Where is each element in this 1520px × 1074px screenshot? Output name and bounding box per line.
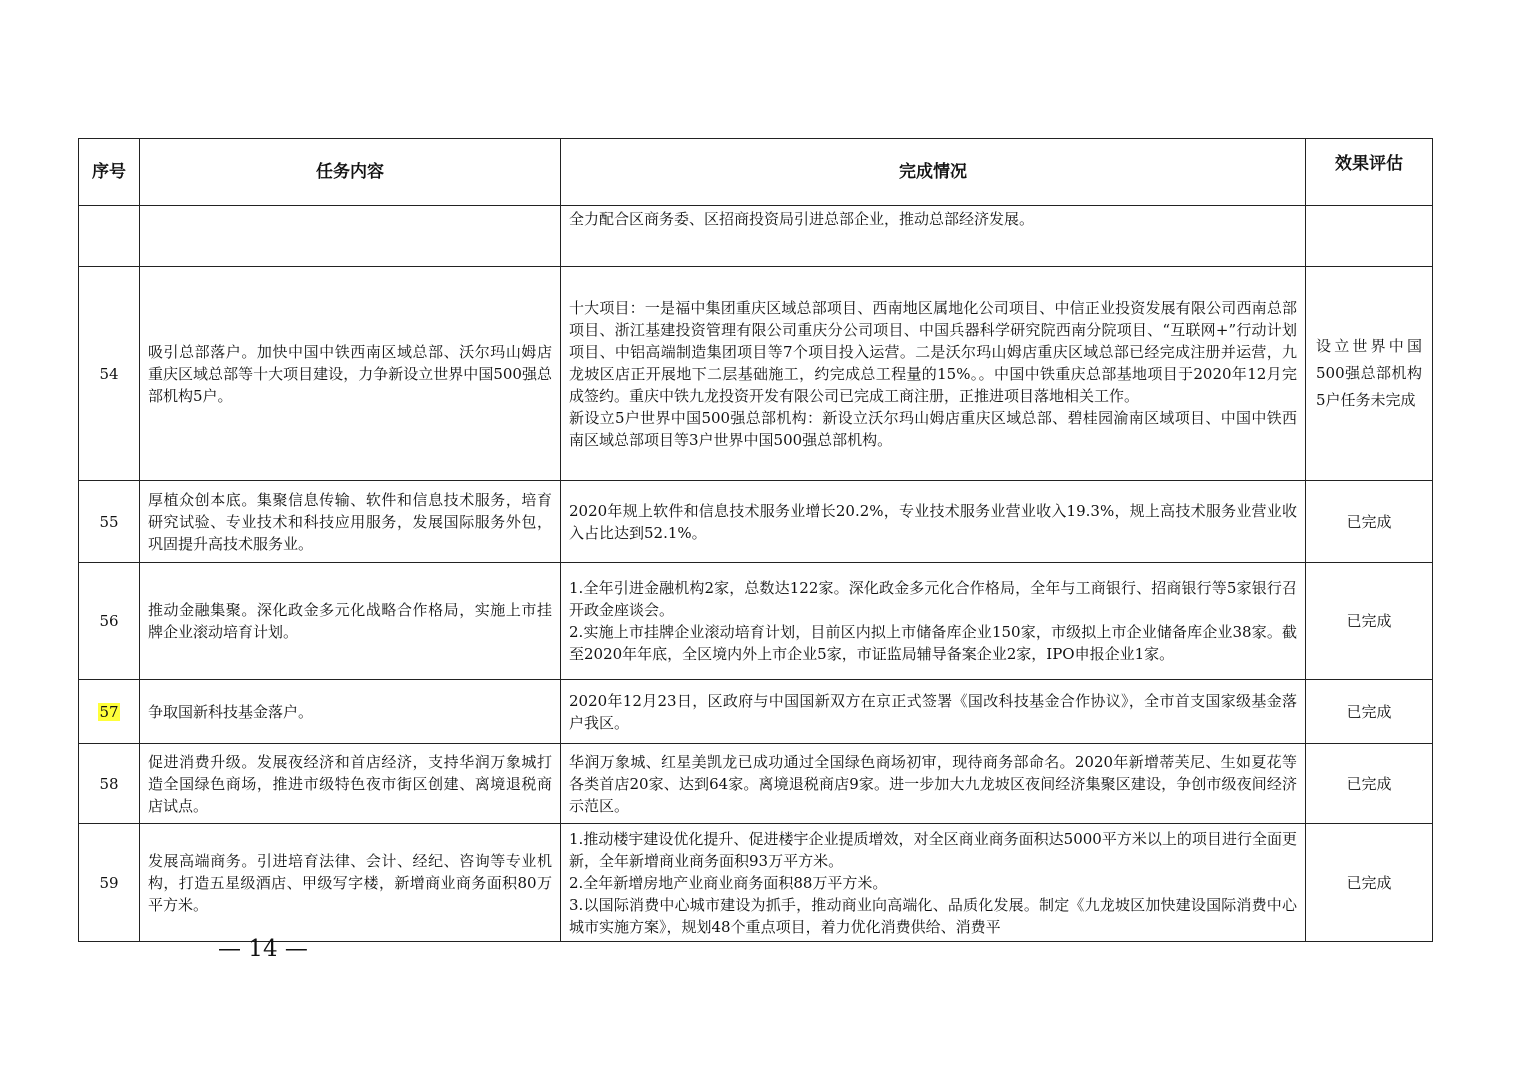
status-line: 3.以国际消费中心城市建设为抓手，推动商业向高端化、品质化发展。制定《九龙坡区加快建设国际消费中心城市实施方案》，规划48个重点项目，着力优化消费供给、消费平 [569,895,1297,936]
highlighted-index: 57 [99,702,119,721]
table-row-56 [79,563,1433,680]
row-task: 促进消费升级。发展夜经济和首店经济，支持华润万象城打造全国绿色商场，推进市级特色夜市街区创建、离境退税商店试点。 [140,744,561,824]
row-evaluation: 已完成 [1306,680,1433,744]
status-line: 2.实施上市挂牌企业滚动培育计划，目前区内拟上市储备库企业150家，市级拟上市企业储备库企业38家。截至2020年年底，全区境内外上市企业5家，市证监局辅导备案企业2家，IPO申报企业1家。 [569,623,1297,663]
row-index: 56 [79,563,140,680]
row-status [561,824,1306,942]
header-evaluation: 效果评估 [1306,139,1433,206]
row-task: 厚植众创本底。集聚信息传输、软件和信息技术服务，培育研究试验、专业技术和科技应用服务，发展国际服务外包，巩固提升高技术服务业。 [140,481,561,563]
table-row-55 [79,481,1433,563]
table-header-row [79,139,1433,206]
row-status [561,744,1306,824]
row-evaluation: 已完成 [1306,481,1433,563]
status-line: 1.全年引进金融机构2家，总数达122家。深化政金多元化合作格局，全年与工商银行、招商银行等5家银行召开政金座谈会。 [569,579,1297,619]
page-number: — 14 — [218,936,308,962]
row-status [561,680,1306,744]
status-line: 十大项目：一是福中集团重庆区域总部项目、西南地区属地化公司项目、中信正业投资发展有限公司西南总部项目、浙江基建投资管理有限公司重庆分公司项目、中国兵器科学研究院西南分院项目、“互联网+”行动计划项目、中铝高端制造集团项目等7个项目投入运营。二是沃尔玛山姆店重庆区域总部已经完成注册并运营，九龙坡区店正开展地下二层基础施工，约完成总工程量的15%。。中国中铁重庆总部基地项目于2020年12月完成签约。重庆中铁九龙投资开发有限公司已完成工商注册，正推进项目落地相关工作。 [569,298,1297,405]
row-task: 争取国新科技基金落户。 [140,680,561,744]
row-index: 59 [79,824,140,942]
row-task: 发展高端商务。引进培育法律、会计、经纪、咨询等专业机构，打造五星级酒店、甲级写字楼，新增商业商务面积80万平方米。 [140,824,561,942]
table-row-continuation [79,206,1433,267]
row-task: 推动金融集聚。深化政金多元化战略合作格局，实施上市挂牌企业滚动培育计划。 [140,563,561,680]
row-status [561,563,1306,680]
table-row-58 [79,744,1433,824]
row-evaluation: 已完成 [1306,563,1433,680]
row-status [561,481,1306,563]
row-task: 吸引总部落户。加快中国中铁西南区域总部、沃尔玛山姆店重庆区域总部等十大项目建设，力争新设立世界中国500强总部机构5户。 [140,267,561,481]
status-line: 2.全年新增房地产业商业商务面积88万平方米。 [569,873,888,892]
status-line: 新设立5户世界中国500强总部机构：新设立沃尔玛山姆店重庆区域总部、碧桂园渝南区域项目、中国中铁西南区域总部项目等3户世界中国500强总部机构。 [569,408,1297,449]
row-index [79,680,140,744]
row-index: 55 [79,481,140,563]
header-task: 任务内容 [140,139,561,206]
table-row-59 [79,824,1433,942]
row-evaluation [1306,206,1433,267]
row-index: 58 [79,744,140,824]
status-line: 2020年12月23日，区政府与中国国新双方在京正式签署《国改科技基金合作协议》，全市首支国家级基金落户我区。 [569,691,1297,732]
header-status: 完成情况 [561,139,1306,206]
row-index [79,206,140,267]
row-evaluation: 已完成 [1306,744,1433,824]
row-evaluation: 已完成 [1306,824,1433,942]
table-row-54 [79,267,1433,481]
row-status [561,267,1306,481]
task-table [78,138,1433,942]
header-index: 序号 [79,139,140,206]
status-line: 2020年规上软件和信息技术服务业增长20.2%，专业技术服务业营业收入19.3%，规上高技术服务业营业收入占比达到52.1%。 [569,501,1297,542]
row-index: 54 [79,267,140,481]
status-line: 华润万象城、红星美凯龙已成功通过全国绿色商场初审，现待商务部命名。2020年新增蒂芙尼、生如夏花等各类首店20家、达到64家。离境退税商店9家。进一步加大九龙坡区夜间经济集聚区建设，争创市级夜间经济示范区。 [569,752,1297,815]
row-evaluation: 设立世界中国500强总部机构5户任务未完成 [1306,267,1433,481]
row-status: 全力配合区商务委、区招商投资局引进总部企业，推动总部经济发展。 [561,206,1306,267]
row-task [140,206,561,267]
status-line: 1.推动楼宇建设优化提升、促进楼宇企业提质增效，对全区商业商务面积达5000平方米以上的项目进行全面更新，全年新增商业商务面积93万平方米。 [569,829,1297,870]
table-row-57 [79,680,1433,744]
